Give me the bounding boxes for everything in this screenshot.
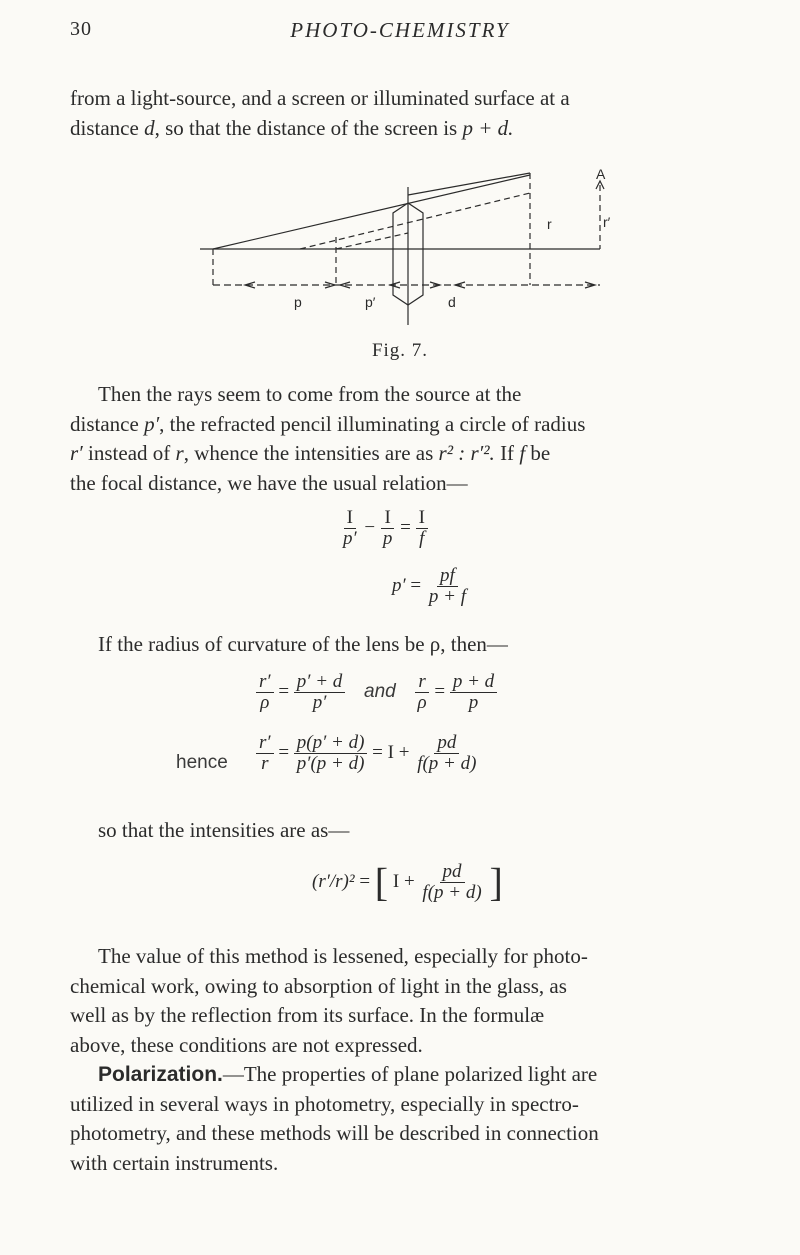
label-p-prime: p′ <box>365 294 376 310</box>
intensity-equation: (r′/r)² = [ I + $\frac{pd}{f(p + d)}$ ] <box>312 859 503 905</box>
lens-equation: $\frac{I}{p'}$ − $\frac{I}{p}$ = $\frac{I}{f}$ <box>340 508 428 549</box>
label-d: d <box>448 294 456 310</box>
section-heading: Polarization. <box>98 1063 223 1086</box>
label-r-prime: r′ <box>603 214 611 230</box>
intro-line-2: distance d, so that the distance of the screen is p + d. <box>70 115 514 140</box>
hence-label: hence <box>176 752 228 773</box>
paragraph-4: so that the intensities are as— <box>98 818 350 842</box>
running-head: PHOTO-CHEMISTRY <box>290 18 510 42</box>
page-number: 30 <box>70 18 92 40</box>
focal-equation: p′ = $\frac{pf}{p + f}$ <box>392 565 466 607</box>
paragraph-3: If the radius of curvature of the lens be ρ, then— <box>98 632 508 656</box>
intro-line-1: from a light-source, and a screen or illuminated surface at a <box>70 86 570 110</box>
figure-caption: Fig. 7. <box>371 340 429 361</box>
label-A: A <box>596 166 606 182</box>
curvature-equation: $\frac{r'}{\rho}$ = $\frac{p' + d}{p'}$ and $\frac{r}{\rho}$ = $\frac{p + d}{p}$ <box>256 672 497 713</box>
ray-upper <box>213 175 530 249</box>
ratio-equation: $\frac{r'}{r}$ = $\frac{p(p' + d)}{p'(p + d)}$ = I + $\frac{pd}{f(p + d)}$ <box>256 733 479 774</box>
paragraph-5: The value of this method is lessened, especially for photo- chemical work, owing to absorption of light in the glass, as well as by the reflection from its surface. In the formulæ above, these conditions are not expressed. <box>70 944 588 1057</box>
lens-diagram-figure <box>200 165 620 325</box>
label-r: r <box>547 216 552 232</box>
label-p: p <box>294 294 302 310</box>
paragraph-2: Then the rays seem to come from the source at the distance p′, the refracted pencil illuminating a circle of radius r′ instead of r, whence the intensities are as r² : r′². If f be the focal distance, we have the usual relation— <box>70 382 586 495</box>
page-header <box>70 18 730 52</box>
intro-paragraph <box>70 84 730 143</box>
paragraph-6: Polarization.—The properties of plane polarized light are utilized in several ways in photometry, especially in spectro- photometry, and these methods will be described in connection with certain instruments. <box>70 1062 599 1175</box>
